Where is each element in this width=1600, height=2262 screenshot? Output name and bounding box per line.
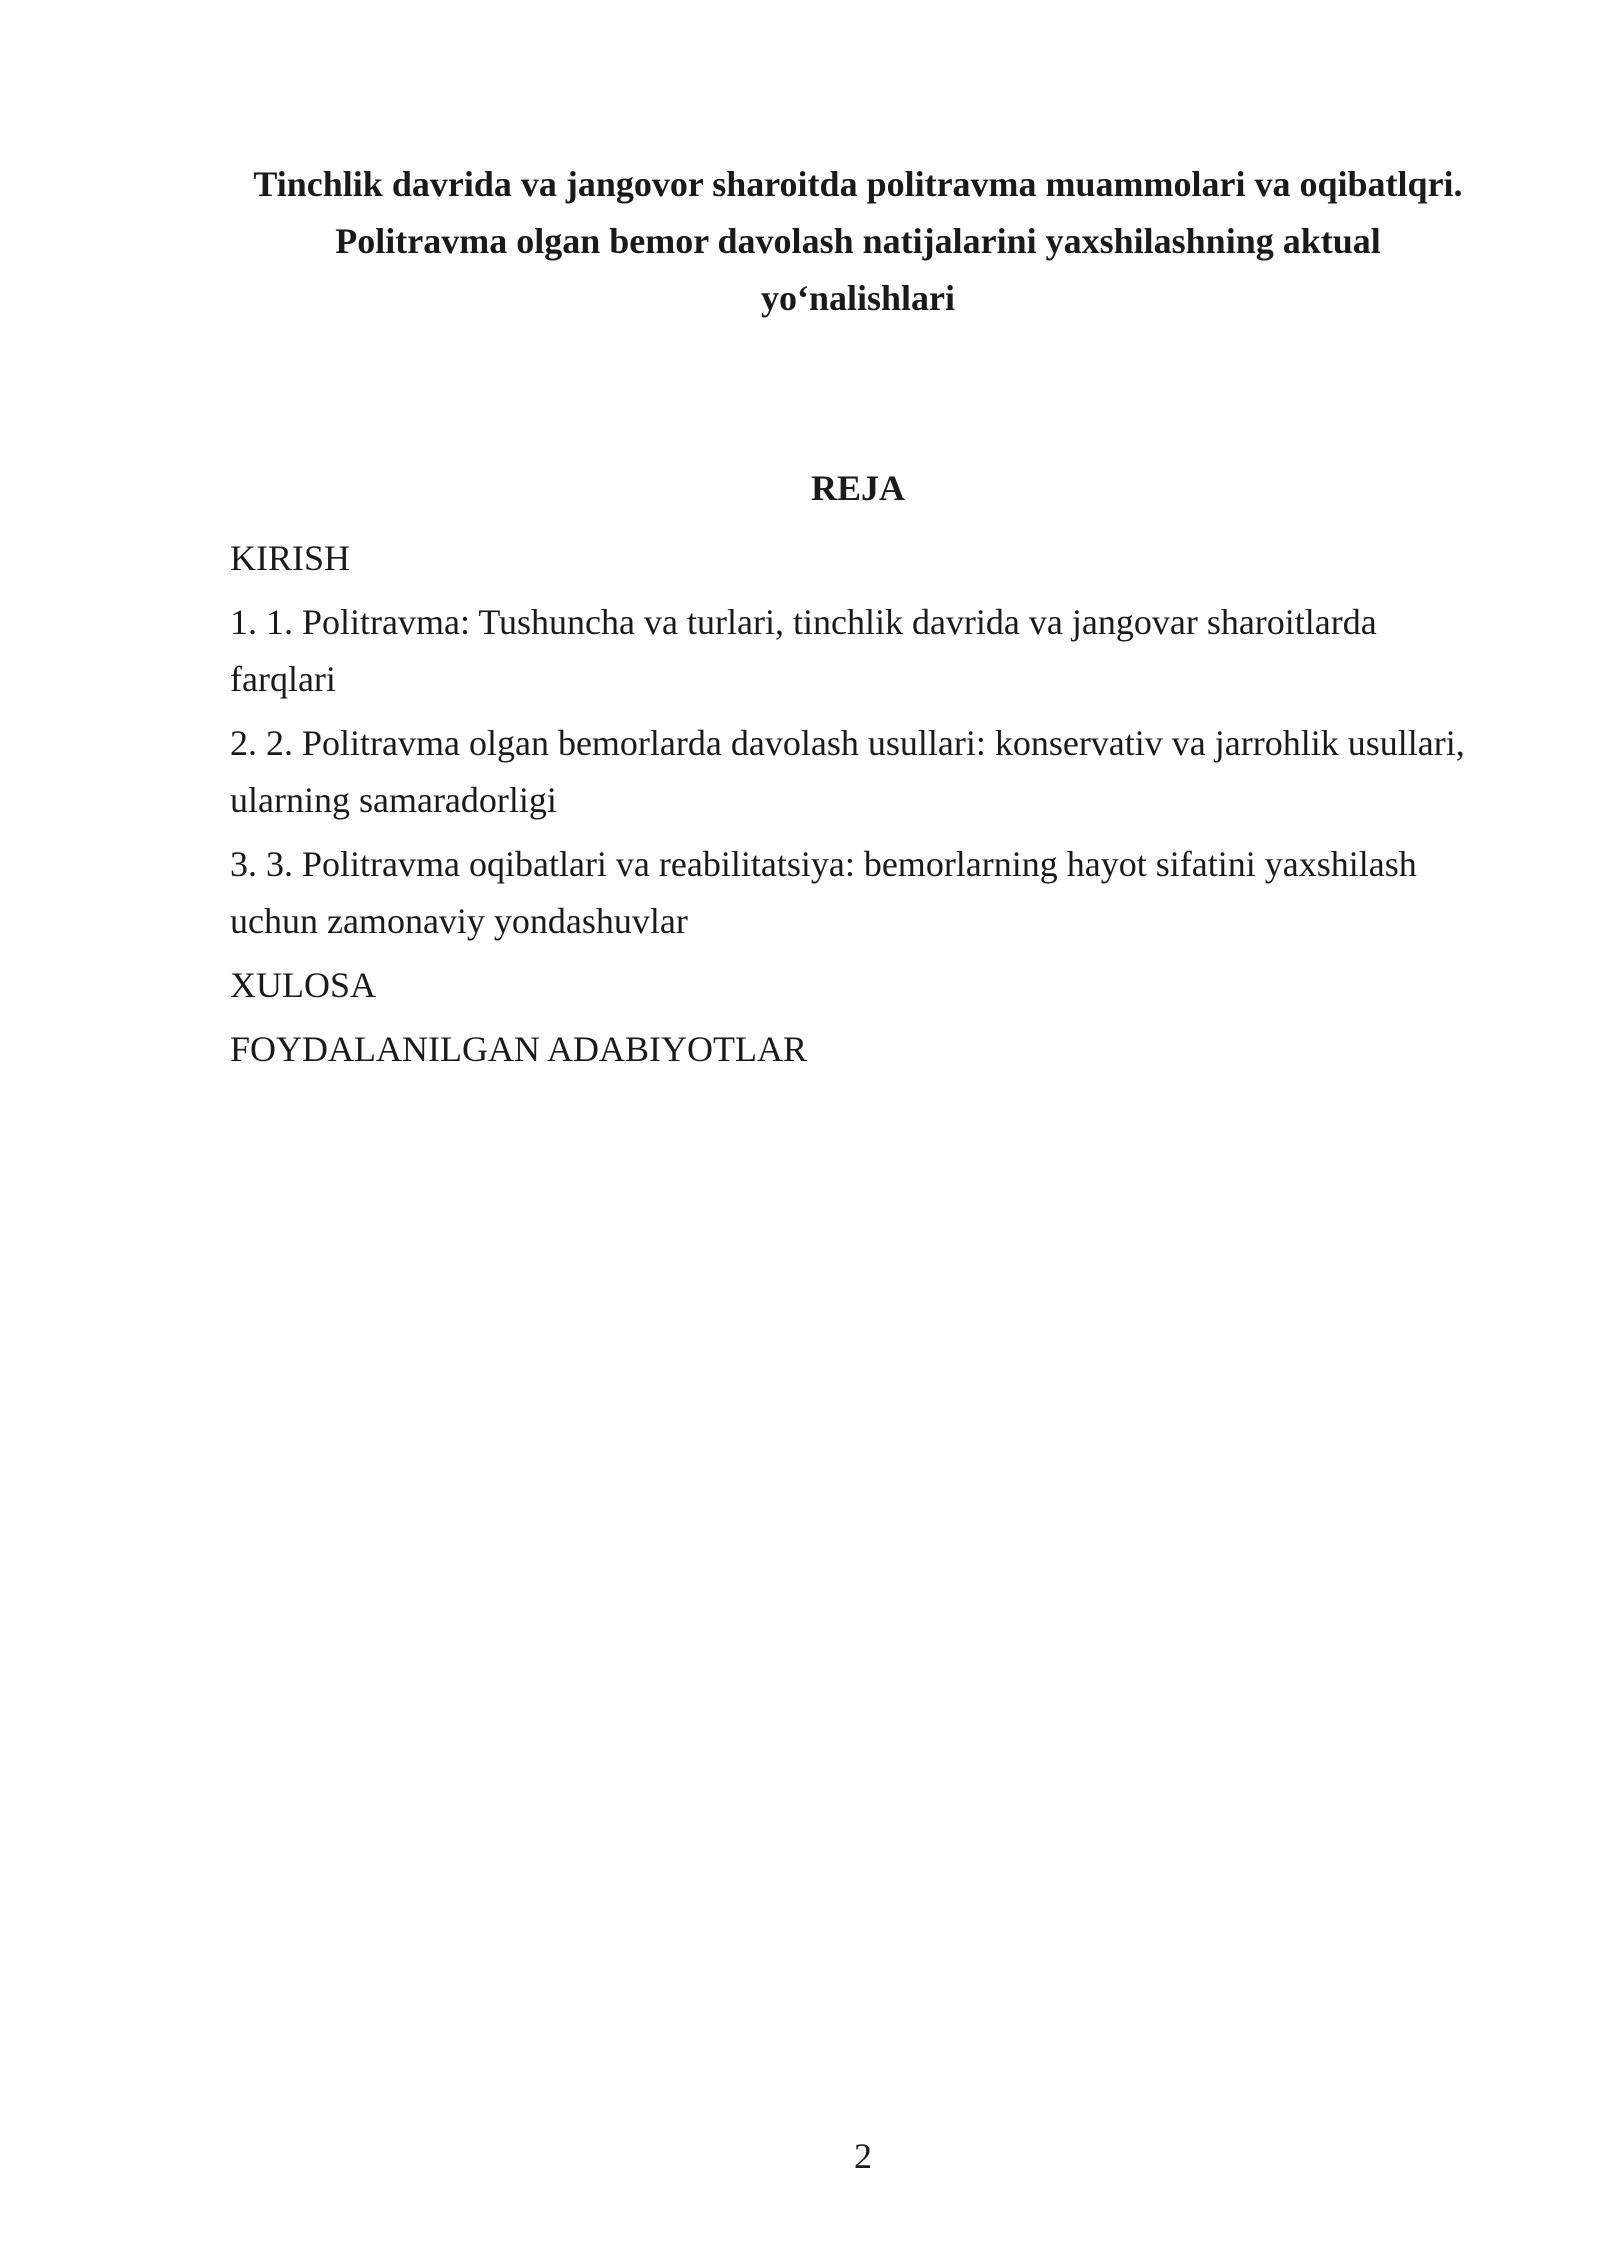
plan-list	[230, 530, 1490, 1085]
plan-item-1: 1. 1. Politravma: Tushuncha va turlari, tinchlik davrida va jangovar sharoitlarda farqlari	[230, 602, 1377, 699]
plan-heading: REJA	[810, 468, 905, 508]
plan-item-2: 2. 2. Politravma olgan bemorlarda davolash usullari: konservativ va jarrohlik usullari, ularning samaradorligi	[230, 723, 1465, 820]
plan-item-references: FOYDALANILGAN ADABIYOTLAR	[230, 1029, 807, 1069]
document-title: Tinchlik davrida va jangovor sharoitda politravma muammolari va oqibatlqri. Politravma olgan bemor davolash natijalarini yaxshilashning aktual yo‘nalishlari	[253, 164, 1463, 318]
plan-item-conclusion: XULOSA	[230, 965, 377, 1005]
page-number: 2	[854, 2136, 872, 2176]
plan-item-3: 3. 3. Politravma oqibatlari va reabilitatsiya: bemorlarning hayot sifatini yaxshilash uchun zamonaviy yondashuvlar	[230, 844, 1417, 941]
plan-item-introduction: KIRISH	[230, 538, 351, 578]
